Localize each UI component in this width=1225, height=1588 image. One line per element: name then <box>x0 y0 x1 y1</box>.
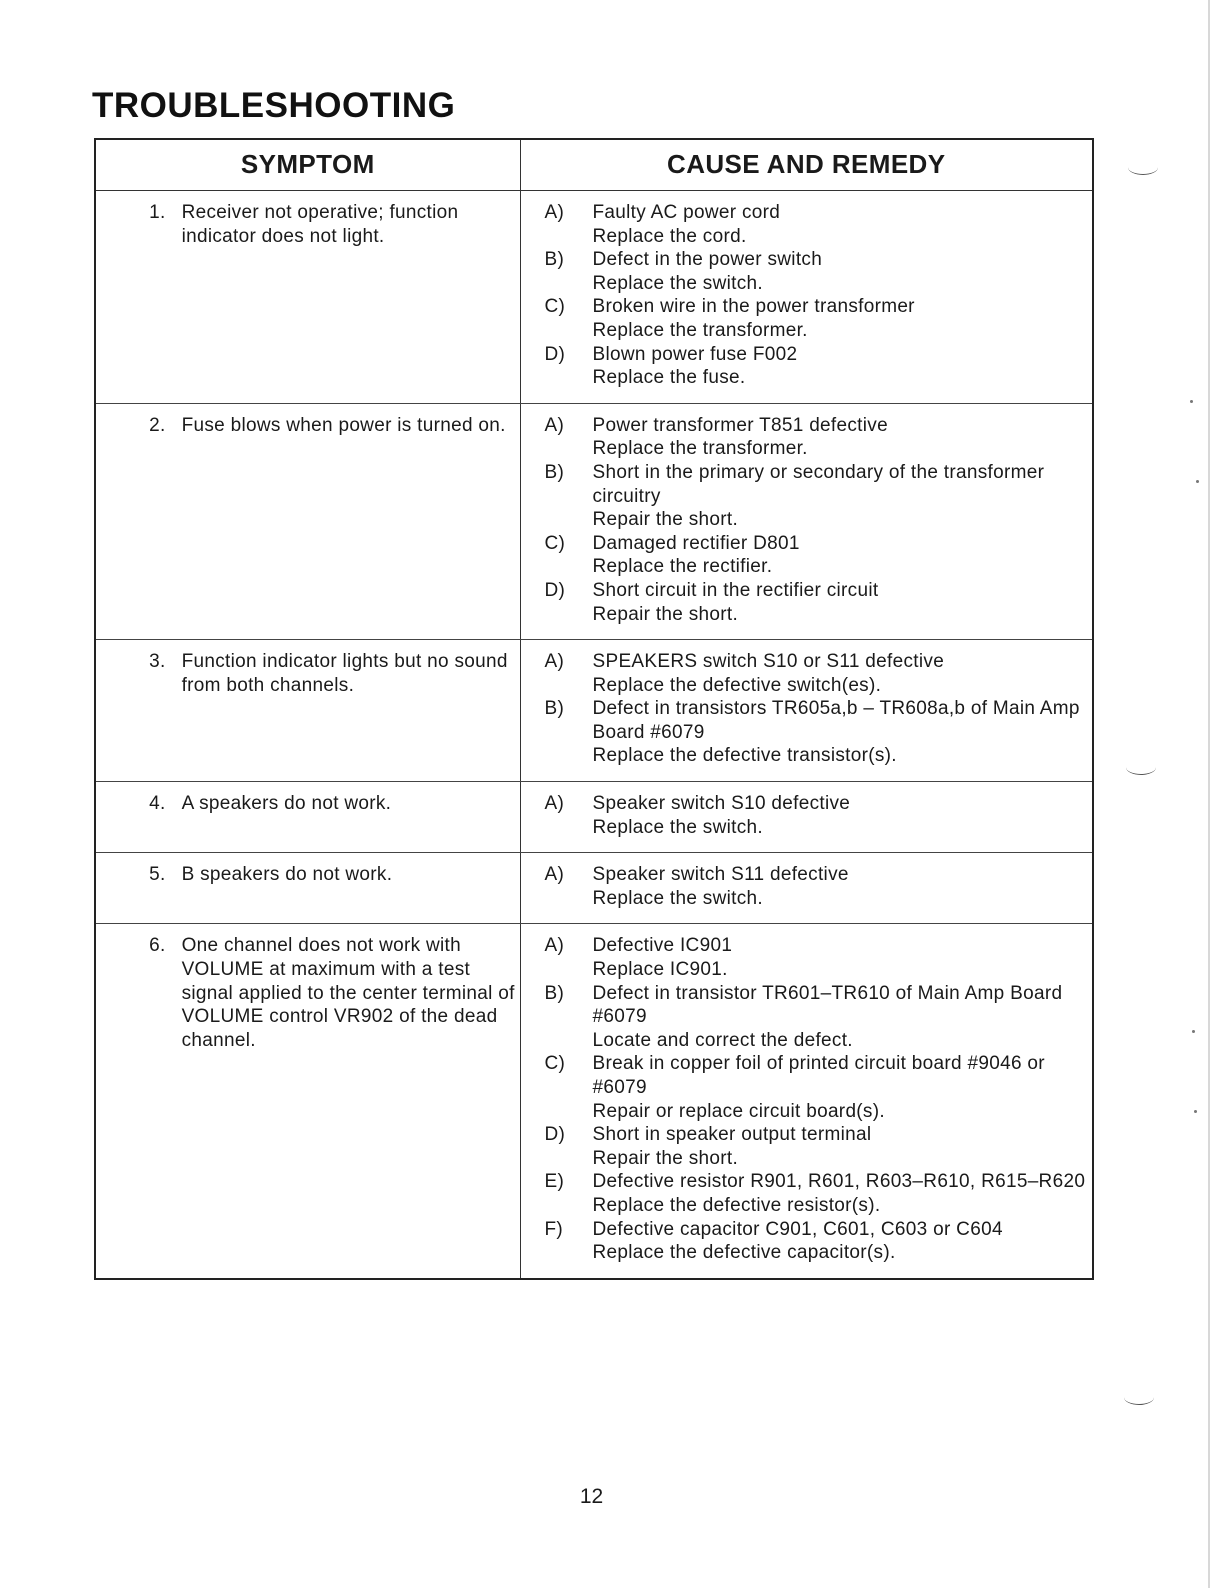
cause-letter: C) <box>544 532 566 554</box>
cause-item <box>521 1170 1093 1217</box>
symptom <box>96 650 520 697</box>
cause-letter: F) <box>544 1218 564 1240</box>
cause-item <box>521 1218 1093 1265</box>
cause-letter: A) <box>544 651 565 673</box>
cause-text: Defect in transistor TR601–TR610 of Main Amp Board #6079 <box>592 982 1063 1028</box>
scan-speck <box>1194 1110 1197 1113</box>
cause-text: Short in the primary or secondary of the transformer circuitry <box>592 461 1045 507</box>
cause-item <box>521 579 1093 626</box>
cause-body <box>593 343 1088 390</box>
cause-header: CAUSE AND REMEDY <box>520 139 1093 191</box>
cause-body <box>593 1052 1088 1123</box>
cause-letter: D) <box>544 579 566 601</box>
remedy-text: Replace IC901. <box>592 959 728 981</box>
cause-text: Speaker switch S11 defective <box>592 864 849 886</box>
remedy-text: Replace the switch. <box>592 887 763 909</box>
cause-letter: D) <box>544 343 566 365</box>
cause-letter: A) <box>544 793 565 815</box>
remedy-text: Replace the defective resistor(s). <box>592 1194 881 1216</box>
cause-letter: B) <box>544 249 565 271</box>
cause-body <box>593 1170 1088 1217</box>
cause-body <box>593 650 1088 697</box>
cause-body <box>593 697 1088 768</box>
cause-letter: E) <box>544 1171 565 1193</box>
table-row <box>95 191 1093 404</box>
cause-remedy-cell <box>520 403 1093 639</box>
table-row <box>95 640 1093 782</box>
cause-text: Blown power fuse F002 <box>592 343 798 365</box>
cause-letter: A) <box>544 414 565 436</box>
cause-item <box>521 461 1093 532</box>
remedy-text: Repair or replace circuit board(s). <box>592 1100 885 1122</box>
symptom-cell <box>95 403 520 639</box>
cause-remedy-cell <box>520 191 1093 404</box>
cause-body <box>593 934 1088 981</box>
binder-hole-mark <box>1128 160 1158 175</box>
cause-letter: A) <box>544 864 565 886</box>
cause-text: Defect in transistors TR605a,b – TR608a,b of Main Amp Board #6079 <box>592 698 1080 743</box>
remedy-text: Replace the transformer. <box>592 319 808 341</box>
remedy-text: Replace the cord. <box>592 225 747 247</box>
symptom <box>96 414 520 438</box>
symptom-text: Function indicator lights but no sound from both channels. <box>181 651 508 696</box>
cause-letter: B) <box>544 698 565 720</box>
cause-text: Power transformer T851 defective <box>592 414 888 436</box>
cause-text: Defective resistor R901, R601, R603–R610, R615–R620 <box>592 1171 1086 1193</box>
symptom-number: 6. <box>149 935 166 957</box>
cause-body <box>593 461 1088 532</box>
symptom-cell <box>95 924 520 1279</box>
cause-body <box>593 863 1088 910</box>
cause-text: Speaker switch S10 defective <box>592 793 851 815</box>
cause-item <box>521 343 1093 390</box>
remedy-text: Replace the switch. <box>592 272 763 294</box>
cause-remedy-cell <box>520 782 1093 853</box>
cause-remedy-cell <box>520 640 1093 782</box>
symptom-text: Receiver not operative; function indicator does not light. <box>181 202 459 247</box>
cause-item <box>521 1123 1093 1170</box>
cause-body <box>593 248 1088 295</box>
remedy-text: Replace the rectifier. <box>592 556 773 578</box>
symptom-cell <box>95 191 520 404</box>
remedy-text: Replace the fuse. <box>592 367 746 389</box>
table-row <box>95 853 1093 924</box>
remedy-text: Replace the defective capacitor(s). <box>592 1242 896 1264</box>
cause-item <box>521 863 1093 910</box>
cause-body <box>593 532 1088 579</box>
cause-letter: A) <box>544 935 565 957</box>
cause-text: SPEAKERS switch S10 or S11 defective <box>592 651 945 673</box>
cause-item <box>521 201 1093 248</box>
cause-body <box>593 414 1088 461</box>
cause-letter: C) <box>544 1053 566 1075</box>
cause-item <box>521 414 1093 461</box>
symptom-number: 1. <box>149 202 166 223</box>
cause-item <box>521 697 1093 768</box>
table-row <box>95 782 1093 853</box>
remedy-text: Replace the defective transistor(s). <box>592 745 897 767</box>
remedy-text: Repair the short. <box>592 1147 739 1169</box>
page-edge <box>1208 0 1210 1588</box>
remedy-text: Replace the defective switch(es). <box>592 674 882 696</box>
symptom-cell <box>95 853 520 924</box>
cause-body <box>593 295 1088 342</box>
binder-hole-mark <box>1124 1390 1154 1405</box>
cause-item <box>521 982 1093 1053</box>
scan-speck <box>1196 480 1199 483</box>
symptom <box>96 201 520 248</box>
cause-item <box>521 934 1093 981</box>
cause-item <box>521 650 1093 697</box>
symptom-header: SYMPTOM <box>95 139 520 191</box>
cause-letter: D) <box>544 1124 566 1146</box>
cause-body <box>593 1123 1088 1170</box>
remedy-text: Repair the short. <box>592 603 739 625</box>
cause-text: Defective capacitor C901, C601, C603 or C604 <box>592 1218 1003 1240</box>
symptom-cell <box>95 640 520 782</box>
symptom-text: Fuse blows when power is turned on. <box>181 414 506 436</box>
remedy-text: Replace the switch. <box>592 816 763 838</box>
cause-body <box>593 579 1088 626</box>
cause-item <box>521 532 1093 579</box>
remedy-text: Repair the short. <box>592 509 739 531</box>
symptom-text: B speakers do not work. <box>181 864 393 886</box>
remedy-text: Replace the transformer. <box>592 438 808 460</box>
cause-letter: B) <box>544 982 565 1004</box>
symptom <box>96 934 520 1052</box>
scan-speck <box>1192 1030 1195 1033</box>
symptom-cell <box>95 782 520 853</box>
cause-body <box>593 201 1088 248</box>
symptom-number: 3. <box>149 651 166 673</box>
binder-hole-mark <box>1126 760 1156 775</box>
cause-text: Defect in the power switch <box>592 249 823 271</box>
remedy-text: Locate and correct the defect. <box>592 1029 853 1051</box>
page-number: 12 <box>579 1485 604 1508</box>
cause-body <box>593 982 1088 1053</box>
symptom-text: One channel does not work with VOLUME at maximum with a test signal applied to the center terminal of VOLUME control VR902 of the dead channel. <box>181 935 515 1051</box>
cause-remedy-cell <box>520 924 1093 1279</box>
symptom-text: A speakers do not work. <box>181 793 392 815</box>
cause-remedy-cell <box>520 853 1093 924</box>
symptom-number: 2. <box>149 414 166 436</box>
symptom <box>96 792 520 816</box>
cause-body <box>593 1218 1088 1265</box>
cause-text: Short in speaker output terminal <box>592 1124 872 1146</box>
cause-text: Break in copper foil of printed circuit board #9046 or #6079 <box>592 1053 1045 1098</box>
cause-item <box>521 295 1093 342</box>
symptom-number: 5. <box>149 864 166 886</box>
table-body <box>95 191 1093 1279</box>
cause-text: Short circuit in the rectifier circuit <box>592 579 879 601</box>
troubleshooting-table <box>94 138 1094 1280</box>
cause-item <box>521 1052 1093 1123</box>
page-title: TROUBLESHOOTING <box>92 86 456 125</box>
header-row <box>95 139 1093 191</box>
cause-text: Faulty AC power cord <box>592 202 781 223</box>
scan-speck <box>1190 400 1193 403</box>
cause-item <box>521 792 1093 839</box>
cause-text: Broken wire in the power transformer <box>592 296 915 318</box>
cause-letter: B) <box>544 461 565 483</box>
table-row <box>95 924 1093 1279</box>
cause-text: Defective IC901 <box>592 935 733 957</box>
cause-body <box>593 792 1088 839</box>
cause-text: Damaged rectifier D801 <box>592 532 800 554</box>
table-row <box>95 403 1093 639</box>
cause-letter: C) <box>544 296 566 318</box>
symptom-number: 4. <box>149 793 166 815</box>
cause-letter: A) <box>544 202 565 223</box>
symptom <box>96 863 520 887</box>
cause-item <box>521 248 1093 295</box>
